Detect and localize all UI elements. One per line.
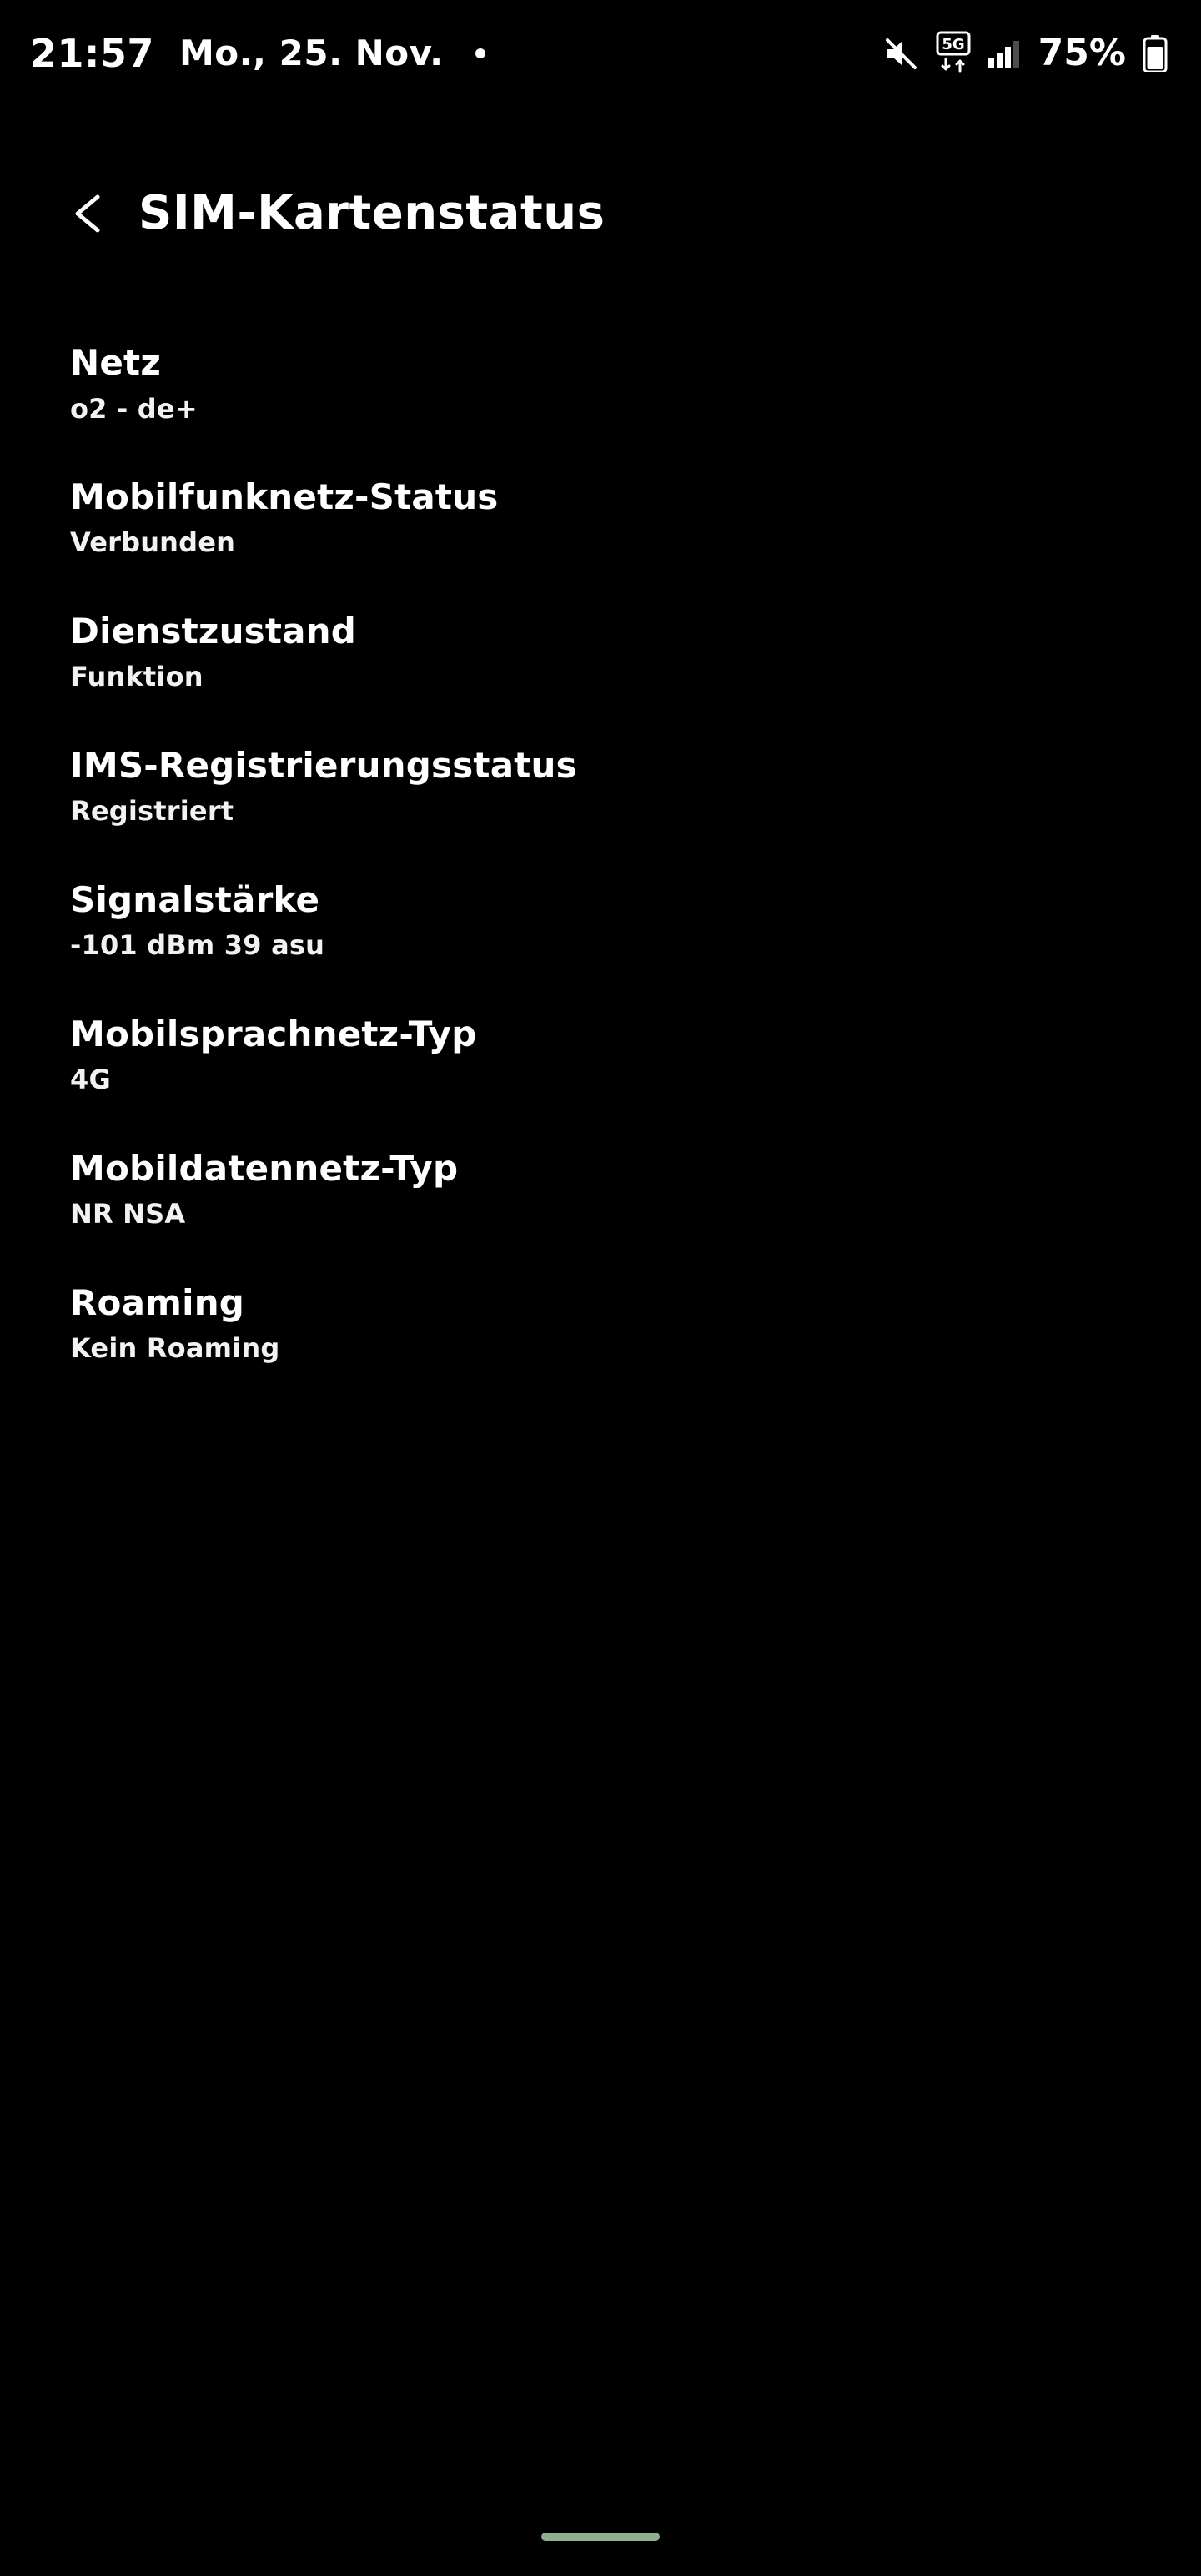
5g-icon	[935, 31, 972, 76]
list-item	[70, 476, 1131, 559]
list-item-label: Mobilsprachnetz-Typ	[70, 1013, 477, 1054]
list-item-value: NR NSA	[70, 1198, 186, 1230]
list-item	[70, 1282, 1131, 1365]
notification-dot-icon	[475, 48, 485, 58]
list-item-label: Mobildatennetz-Typ	[70, 1147, 459, 1189]
svg-text:5G: 5G	[942, 36, 965, 53]
list-item-label: Netz	[70, 342, 161, 383]
battery-percent-label: 75%	[1038, 32, 1126, 74]
app-bar	[0, 164, 1201, 264]
signal-bars-icon	[987, 37, 1020, 70]
sim-status-list	[0, 342, 1201, 1365]
status-bar-right	[882, 31, 1168, 76]
status-bar	[0, 0, 1201, 107]
list-item-label: IMS-Registrierungsstatus	[70, 744, 577, 786]
home-gesture-handle[interactable]	[541, 2533, 660, 2541]
list-item	[70, 1014, 1131, 1096]
page-title: SIM-Kartenstatus	[138, 186, 606, 240]
list-item-value: Verbunden	[70, 526, 236, 559]
list-item-value: o2 - de+	[70, 392, 198, 425]
status-bar-left	[30, 31, 485, 76]
status-date: Mo., 25. Nov.	[178, 33, 444, 73]
back-arrow-icon[interactable]	[62, 184, 120, 243]
list-item-value: Registriert	[70, 795, 234, 828]
list-item	[70, 342, 1131, 425]
list-item	[70, 1148, 1131, 1230]
list-item-label: Dienstzustand	[70, 610, 357, 652]
list-item	[70, 611, 1131, 693]
list-item-value: Kein Roaming	[70, 1332, 280, 1365]
list-item-label: Mobilfunknetz-Status	[70, 475, 499, 517]
list-item-value: 4G	[70, 1064, 111, 1096]
list-item-label: Roaming	[70, 1281, 245, 1323]
list-item-value: Funktion	[70, 661, 204, 693]
list-item	[70, 879, 1131, 962]
list-item	[70, 745, 1131, 828]
list-item-value: -101 dBm 39 asu	[70, 929, 325, 962]
battery-icon	[1143, 35, 1168, 72]
mute-icon	[882, 34, 920, 73]
list-item-label: Signalstärke	[70, 878, 320, 920]
status-clock: 21:57	[30, 31, 154, 76]
